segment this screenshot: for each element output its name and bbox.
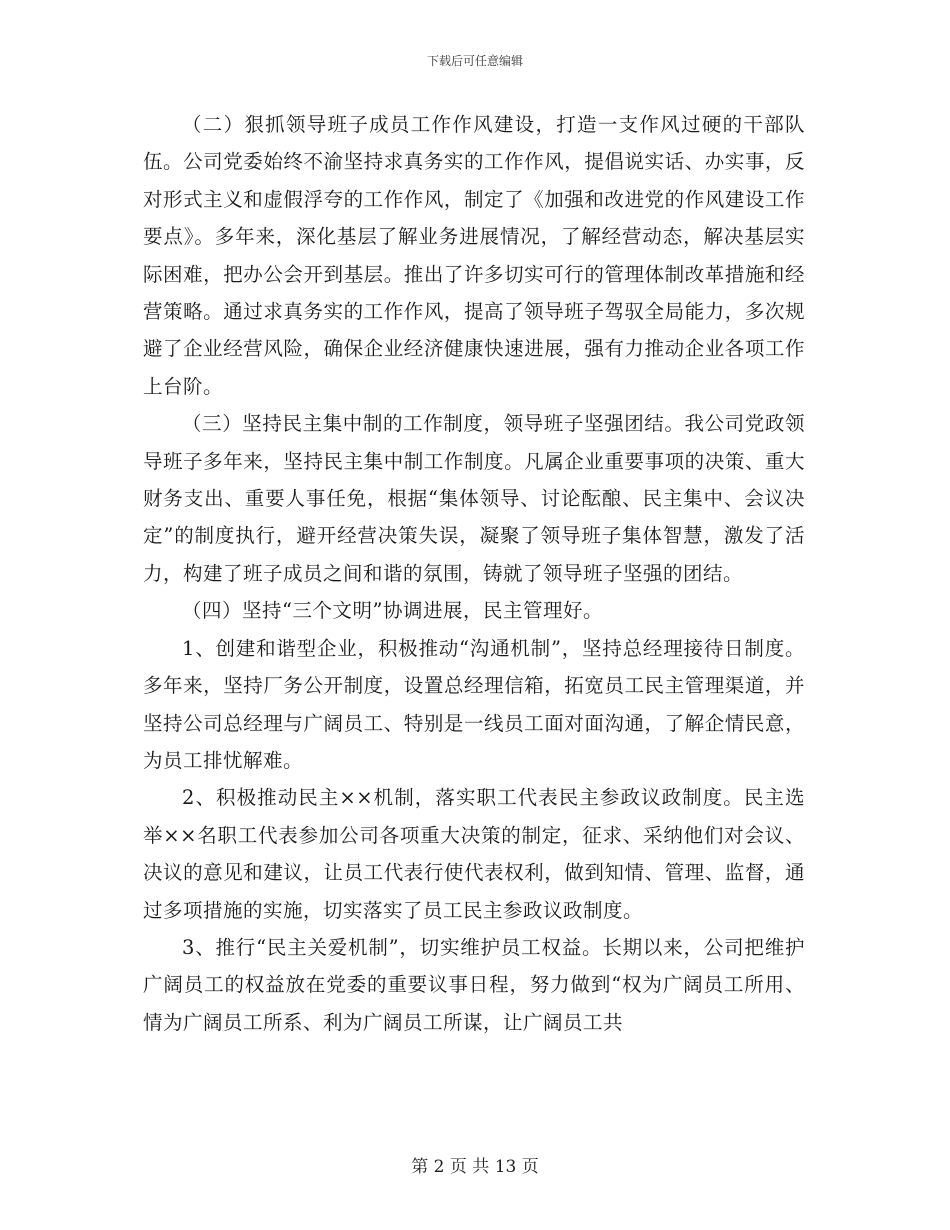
page-number-footer: 第 2 页 共 13 页: [411, 1157, 539, 1177]
paragraph-three-civilizations-heading: （四）坚持“三个文明”协调进展，民主管理好。: [182, 599, 603, 623]
paragraph-item-1-communication: 1、创建和谐型企业，积极推动“沟通机制”，坚持总经理接待日制度。多年来，坚持厂务公开制度，设置总经理信箱，拓宽员工民主管理渠道，并坚持公司总经理与广阔员工、特别是一线员工面对面沟通，了解企情民意，为员工排忧解难。: [143, 636, 805, 772]
paragraph-item-3-care-mechanism: 3、推行“民主关爱机制”，切实维护员工权益。长期以来，公司把维护广阔员工的权益放在党委的重要议事日程，努力做到“权为广阔员工所用、情为广阔员工所系、利为广阔员工所谋，让广阔员工共: [143, 935, 805, 1034]
paragraph-item-2-workers-congress: 2、积极推动民主××机制，落实职工代表民主参政议政制度。民主选举××名职工代表参加公司各项重大决策的制定，征求、采纳他们对会议、决议的意见和建议，让员工代表行使代表权利，做到知情、管理、监督，通过多项措施的实施，切实落实了员工民主参政议政制度。: [143, 786, 805, 922]
page-header-note: 下载后可任意编辑: [426, 54, 523, 68]
document-body: [143, 106, 805, 1041]
paragraph-democratic-centralism: （三）坚持民主集中制的工作制度，领导班子坚强团结。我公司党政领导班子多年来，坚持民主集中制工作制度。凡属企业重要事项的决策、重大财务支出、重要人事任免，根据“集体领导、讨论酝酿、民主集中、会议决定”的制度执行，避开经营决策失误，凝聚了领导班子集体智慧，激发了活力，构建了班子成员之间和谐的氛围，铸就了领导班子坚强的团结。: [143, 412, 805, 585]
paragraph-leadership-style: （二）狠抓领导班子成员工作作风建设，打造一支作风过硬的干部队伍。公司党委始终不渝坚持求真务实的工作作风，提倡说实话、办实事，反对形式主义和虚假浮夸的工作作风，制定了《加强和改进党的作风建设工作要点》。多年来，深化基层了解业务进展情况，了解经营动态，解决基层实际困难，把办公会开到基层。推出了许多切实可行的管理体制改革措施和经营策略。通过求真务实的工作作风，提高了领导班子驾驭全局能力，多次规避了企业经营风险，确保企业经济健康快速进展，强有力推动企业各项工作上台阶。: [143, 113, 805, 398]
